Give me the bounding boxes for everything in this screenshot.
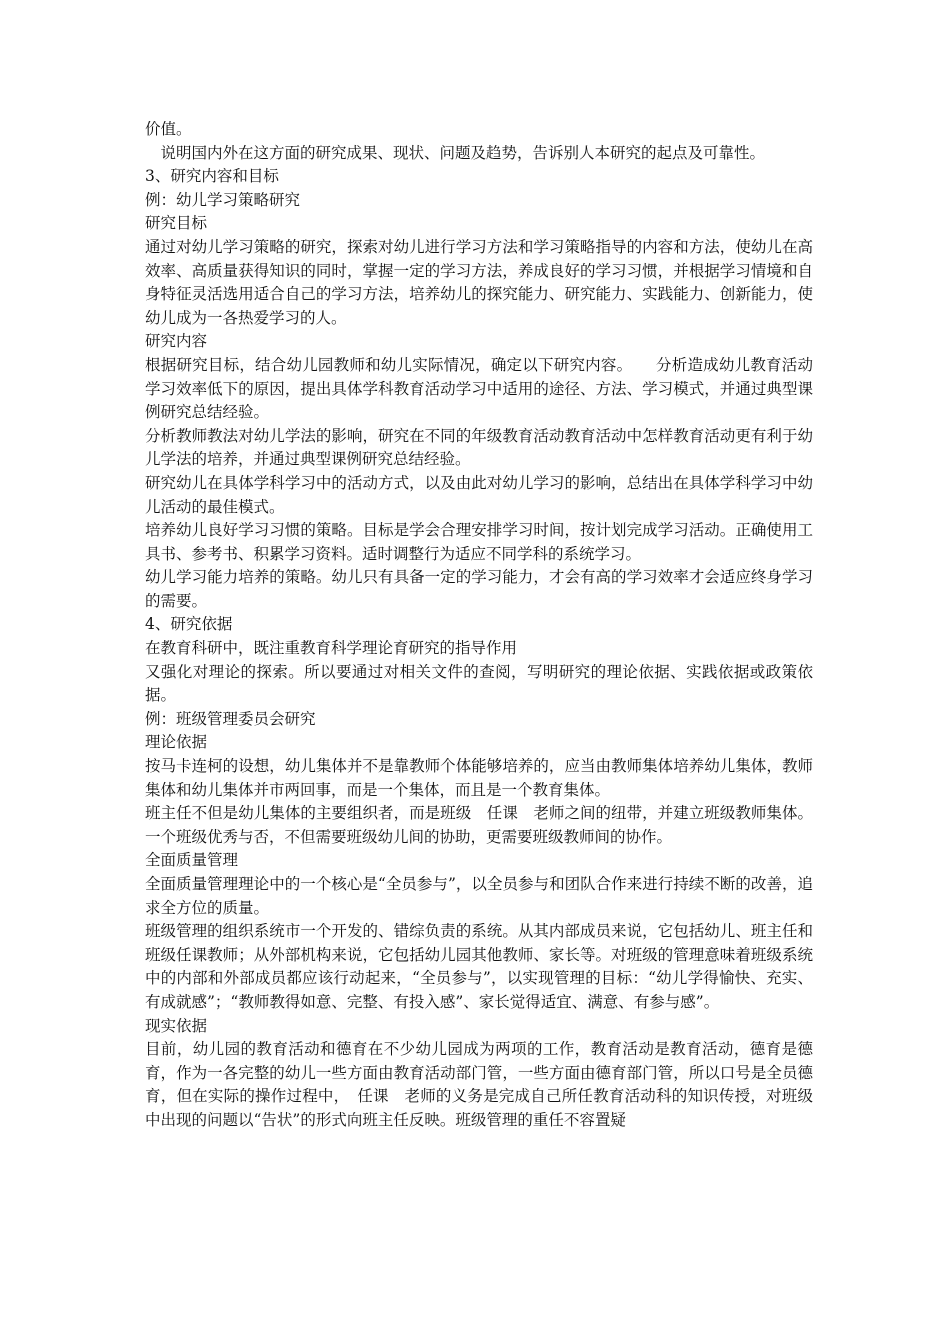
example-title: 例：班级管理委员会研究 [145, 709, 316, 728]
paragraph: 班级管理的组织系统市一个开发的、错综负责的系统。从其内部成员来说，它包括幼儿、班主任和班级任课教师；从外部机构来说，它包括幼儿园其他教师、家长等。对班级的管理意味着班级系统中的内部和外部成员都应该行动起来，“全员参与”，以实现管理的目标：“幼儿学得愉快、充实、有成就感”；“教师教得如意、完整、有投入感”、家长觉得适宜、满意、有参与感”。 [145, 922, 813, 1011]
paragraph: 幼儿学习能力培养的策略。幼儿只有具备一定的学习能力，才会有高的学习效率才会适应终身学习的需要。 [145, 568, 813, 610]
document-page [145, 118, 813, 1133]
paragraph: 通过对幼儿学习策略的研究，探索对幼儿进行学习方法和学习策略指导的内容和方法，使幼儿在高效率、高质量获得知识的同时，掌握一定的学习方法，养成良好的学习习惯，并根据学习情境和自身特征灵活选用适合自己的学习方法，培养幼儿的探究能力、研究能力、实践能力、创新能力，使幼儿成为一各热爱学习的人。 [145, 237, 813, 327]
section-heading: 4、研究依据 [145, 615, 233, 634]
section-heading: 3、研究内容和目标 [145, 167, 279, 186]
paragraph: 全面质量管理理论中的一个核心是“全员参与”，以全员参与和团队合作来进行持续不断的改善，追求全方位的质量。 [145, 875, 813, 917]
paragraph: 研究幼儿在具体学科学习中的活动方式，以及由此对幼儿学习的影响，总结出在具体学科学习中幼儿活动的最佳模式。 [145, 473, 813, 516]
paragraph: 按马卡连柯的设想，幼儿集体并不是靠教师个体能够培养的，应当由教师集体培养幼儿集体，教师集体和幼儿集体并市两回事，而是一个集体，而且是一个教育集体。 [145, 757, 813, 799]
paragraph: 又强化对理论的探索。所以要通过对相关文件的查阅，写明研究的理论依据、实践依据或政策依据。 [145, 662, 813, 705]
paragraph: 培养幼儿良好学习习惯的策略。目标是学会合理安排学习时间，按计划完成学习活动。正确使用工具书、参考书、积累学习资料。适时调整行为适应不同学科的系统学习。 [145, 521, 813, 563]
paragraph: 在教育科研中，既注重教育科学理论育研究的指导作用 [145, 639, 518, 658]
subheading: 研究内容 [145, 332, 208, 351]
subheading: 全面质量管理 [145, 851, 239, 870]
paragraph: 价值。 [145, 120, 192, 138]
paragraph: 班主任不但是幼儿集体的主要组织者，而是班级 任课 老师之间的纽带，并建立班级教师集体。一个班级优秀与否，不但需要班级幼儿间的协助，更需要班级教师间的协作。 [145, 804, 813, 846]
paragraph: 根据研究目标，结合幼儿园教师和幼儿实际情况，确定以下研究内容。 分析造成幼儿教育活动学习效率低下的原因，提出具体学科教育活动学习中适用的途径、方法、学习模式，并通过典型课例研究总结经验。 [145, 355, 813, 422]
paragraph: 说明国内外在这方面的研究成果、现状、问题及趋势，告诉别人本研究的起点及可靠性。 [160, 143, 766, 162]
example-title: 例：幼儿学习策略研究 [145, 190, 301, 209]
paragraph: 目前，幼儿园的教育活动和德育在不少幼儿园成为两项的工作，教育活动是教育活动，德育是德育，作为一各完整的幼儿一些方面由教育活动部门管，一些方面由德育部门管，所以口号是全员德育，但在实际的操作过程中， 任课 老师的义务是完成自己所任教育活动科的知识传授，对班级中出现的问题以“告状”的形式向班主任反映。班级管理的重任不容置疑 [145, 1040, 813, 1129]
subheading: 理论依据 [145, 733, 208, 752]
paragraph: 分析教师教法对幼儿学法的影响，研究在不同的年级教育活动教育活动中怎样教育活动更有利于幼儿学法的培养，并通过典型课例研究总结经验。 [145, 426, 813, 469]
subheading: 现实依据 [145, 1016, 208, 1035]
subheading: 研究目标 [145, 214, 208, 233]
